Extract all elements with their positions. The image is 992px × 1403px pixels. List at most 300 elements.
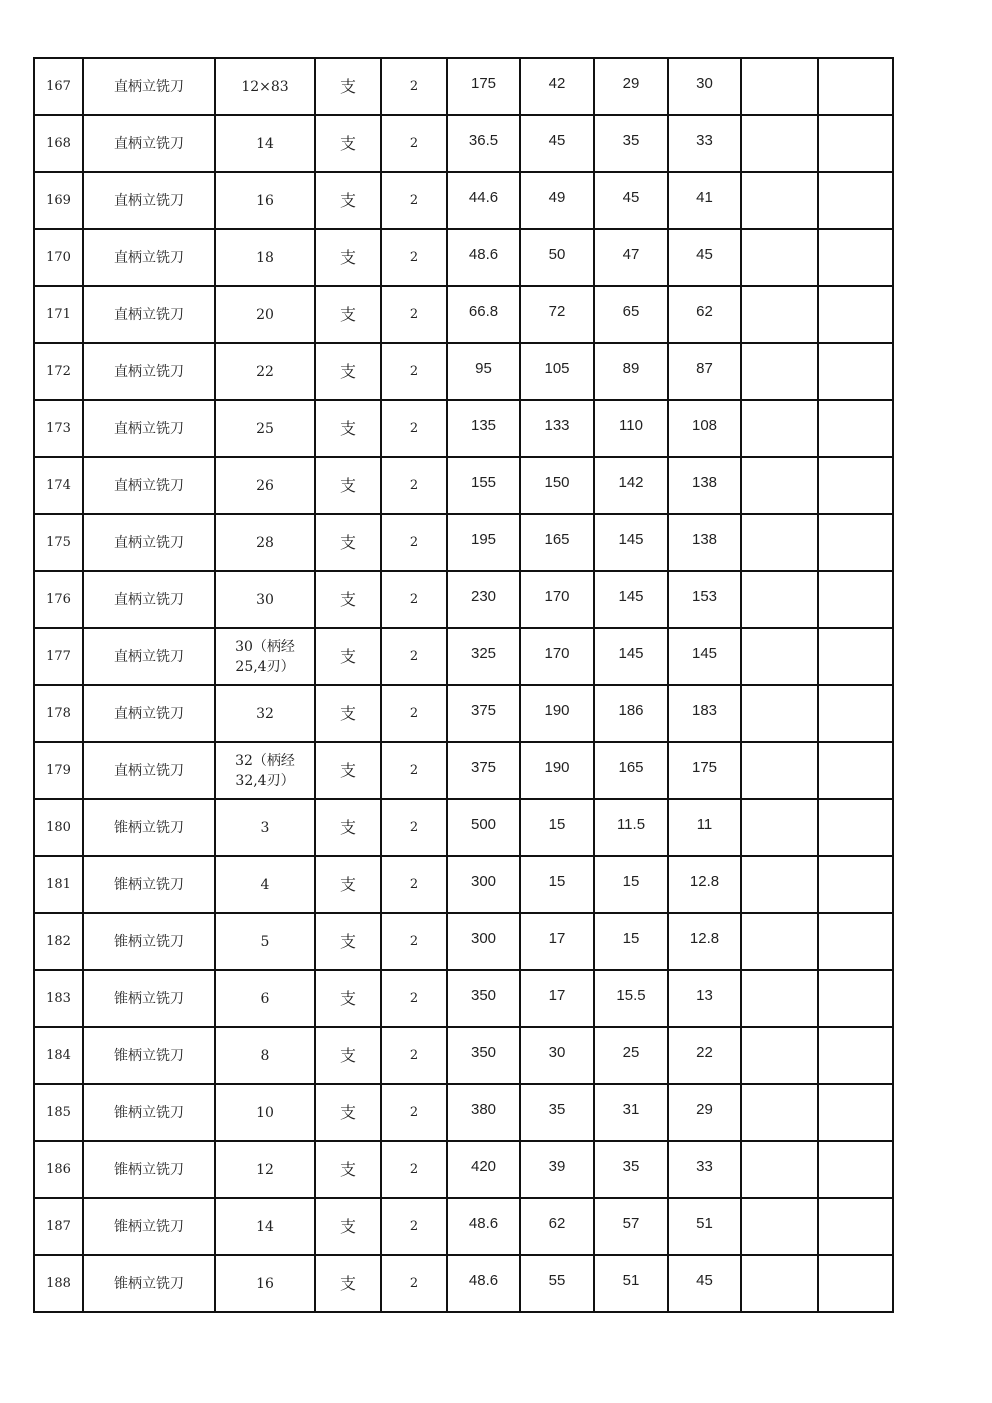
unit-cell: 支 <box>315 742 381 799</box>
price-3-cell <box>594 58 668 115</box>
price-2-value: 30 <box>548 1043 566 1061</box>
blank-cell-1 <box>741 343 818 400</box>
price-2-cell <box>520 1084 594 1141</box>
table-row <box>34 1084 893 1141</box>
price-1-value: 325 <box>470 644 497 662</box>
unit-cell: 支 <box>315 1027 381 1084</box>
row-number-cell: 171 <box>34 286 83 343</box>
price-2-value: 15 <box>548 872 566 890</box>
price-3-value: 35 <box>622 1157 640 1175</box>
price-3-value: 145 <box>618 530 644 548</box>
price-2-value: 150 <box>544 473 570 491</box>
price-1-cell <box>447 628 520 685</box>
price-1-value: 66.8 <box>468 302 499 320</box>
blank-cell-2 <box>818 286 893 343</box>
row-number-cell: 180 <box>34 799 83 856</box>
specification-cell: 14 <box>215 1198 315 1255</box>
product-name-cell: 直柄立铣刀 <box>83 685 215 742</box>
price-4-value: 87 <box>696 359 713 377</box>
unit-cell: 支 <box>315 115 381 172</box>
price-3-cell <box>594 343 668 400</box>
price-4-value: 183 <box>691 701 718 719</box>
price-1-cell <box>447 58 520 115</box>
blank-cell-2 <box>818 1141 893 1198</box>
unit-cell: 支 <box>315 1198 381 1255</box>
blank-cell-1 <box>741 1027 818 1084</box>
specification-cell: 25 <box>215 400 315 457</box>
specification-cell: 5 <box>215 913 315 970</box>
price-4-cell <box>668 799 741 856</box>
unit-cell: 支 <box>315 58 381 115</box>
blank-cell-1 <box>741 742 818 799</box>
price-4-value: 62 <box>696 302 713 320</box>
product-name-cell: 锥柄立铣刀 <box>83 913 215 970</box>
price-1-value: 375 <box>470 701 497 719</box>
quantity-cell: 2 <box>381 1198 447 1255</box>
price-2-value: 17 <box>548 929 566 947</box>
unit-cell: 支 <box>315 1141 381 1198</box>
price-2-value: 165 <box>544 530 570 548</box>
row-number-cell: 182 <box>34 913 83 970</box>
price-1-cell <box>447 343 520 400</box>
product-name-cell: 直柄立铣刀 <box>83 115 215 172</box>
price-2-value: 42 <box>548 74 566 92</box>
price-1-value: 230 <box>470 587 497 605</box>
unit-cell: 支 <box>315 913 381 970</box>
price-1-value: 95 <box>475 359 492 377</box>
table-row <box>34 1255 893 1312</box>
table-row <box>34 1027 893 1084</box>
blank-cell-2 <box>818 913 893 970</box>
quantity-cell: 2 <box>381 685 447 742</box>
quantity-cell: 2 <box>381 514 447 571</box>
quantity-cell: 2 <box>381 115 447 172</box>
blank-cell-2 <box>818 799 893 856</box>
blank-cell-2 <box>818 742 893 799</box>
unit-cell: 支 <box>315 799 381 856</box>
table-row <box>34 514 893 571</box>
quantity-cell: 2 <box>381 1084 447 1141</box>
price-4-value: 145 <box>691 644 718 662</box>
price-2-value: 62 <box>548 1214 566 1232</box>
product-name-cell: 直柄立铣刀 <box>83 58 215 115</box>
price-1-cell <box>447 970 520 1027</box>
blank-cell-2 <box>818 58 893 115</box>
specification-cell: 18 <box>215 229 315 286</box>
price-1-cell <box>447 1027 520 1084</box>
quantity-cell: 2 <box>381 571 447 628</box>
price-2-cell <box>520 514 594 571</box>
quantity-cell: 2 <box>381 58 447 115</box>
specification-cell: 16 <box>215 172 315 229</box>
product-name-cell: 直柄立铣刀 <box>83 571 215 628</box>
specification-cell: 26 <box>215 457 315 514</box>
price-4-cell <box>668 172 741 229</box>
price-4-value: 33 <box>696 1157 713 1175</box>
price-4-cell <box>668 286 741 343</box>
price-2-value: 170 <box>544 644 570 662</box>
price-4-cell <box>668 1141 741 1198</box>
product-name-cell: 直柄立铣刀 <box>83 457 215 514</box>
price-1-value: 48.6 <box>468 1214 499 1232</box>
price-3-value: 165 <box>618 758 644 776</box>
quantity-cell: 2 <box>381 400 447 457</box>
row-number-cell: 186 <box>34 1141 83 1198</box>
blank-cell-1 <box>741 115 818 172</box>
blank-cell-1 <box>741 970 818 1027</box>
price-1-cell <box>447 457 520 514</box>
product-name-cell: 直柄立铣刀 <box>83 172 215 229</box>
row-number-cell: 172 <box>34 343 83 400</box>
price-1-value: 300 <box>470 929 497 947</box>
price-2-value: 49 <box>548 188 566 206</box>
price-1-value: 375 <box>470 758 497 776</box>
price-3-value: 15.5 <box>616 986 646 1004</box>
table-row <box>34 628 893 685</box>
quantity-cell: 2 <box>381 628 447 685</box>
price-1-cell <box>447 1084 520 1141</box>
specification-cell: 16 <box>215 1255 315 1312</box>
price-4-cell <box>668 514 741 571</box>
specification-cell: 22 <box>215 343 315 400</box>
blank-cell-1 <box>741 58 818 115</box>
specification-cell: 6 <box>215 970 315 1027</box>
quantity-cell: 2 <box>381 742 447 799</box>
price-2-value: 17 <box>548 986 566 1004</box>
unit-cell: 支 <box>315 343 381 400</box>
unit-cell: 支 <box>315 229 381 286</box>
price-3-value: 11.5 <box>616 815 646 833</box>
blank-cell-2 <box>818 856 893 913</box>
price-4-cell <box>668 970 741 1027</box>
unit-cell: 支 <box>315 457 381 514</box>
price-1-cell <box>447 685 520 742</box>
specification-cell: 20 <box>215 286 315 343</box>
blank-cell-1 <box>741 628 818 685</box>
price-2-cell <box>520 1027 594 1084</box>
price-3-value: 29 <box>622 74 640 92</box>
product-name-cell: 直柄立铣刀 <box>83 400 215 457</box>
product-name-cell: 直柄立铣刀 <box>83 514 215 571</box>
product-name-cell: 直柄立铣刀 <box>83 628 215 685</box>
product-name-cell: 锥柄立铣刀 <box>83 856 215 913</box>
price-1-cell <box>447 913 520 970</box>
price-2-value: 133 <box>544 416 570 434</box>
blank-cell-1 <box>741 286 818 343</box>
row-number-cell: 173 <box>34 400 83 457</box>
blank-cell-2 <box>818 115 893 172</box>
price-3-value: 15 <box>622 872 640 890</box>
row-number-cell: 179 <box>34 742 83 799</box>
row-number-cell: 170 <box>34 229 83 286</box>
price-table <box>33 57 894 1313</box>
table-row <box>34 115 893 172</box>
price-4-cell <box>668 229 741 286</box>
price-1-value: 36.5 <box>468 131 499 149</box>
price-2-value: 39 <box>548 1157 566 1175</box>
specification-cell: 4 <box>215 856 315 913</box>
price-2-cell <box>520 970 594 1027</box>
price-2-cell <box>520 457 594 514</box>
table-row <box>34 343 893 400</box>
price-3-cell <box>594 685 668 742</box>
table-row <box>34 457 893 514</box>
price-3-cell <box>594 1198 668 1255</box>
price-4-value: 175 <box>691 758 718 776</box>
specification-cell: 32 <box>215 685 315 742</box>
row-number-cell: 169 <box>34 172 83 229</box>
price-4-cell <box>668 685 741 742</box>
quantity-cell: 2 <box>381 229 447 286</box>
price-4-cell <box>668 343 741 400</box>
price-4-value: 138 <box>691 530 718 548</box>
price-4-value: 45 <box>696 245 713 263</box>
price-1-cell <box>447 1141 520 1198</box>
unit-cell: 支 <box>315 1255 381 1312</box>
price-3-cell <box>594 400 668 457</box>
unit-cell: 支 <box>315 628 381 685</box>
quantity-cell: 2 <box>381 343 447 400</box>
price-2-cell <box>520 628 594 685</box>
price-2-value: 55 <box>548 1271 566 1289</box>
price-4-cell <box>668 628 741 685</box>
table-row <box>34 1141 893 1198</box>
price-2-cell <box>520 286 594 343</box>
blank-cell-2 <box>818 172 893 229</box>
quantity-cell: 2 <box>381 457 447 514</box>
price-3-value: 47 <box>622 245 640 263</box>
price-3-value: 145 <box>618 644 644 662</box>
price-4-cell <box>668 913 741 970</box>
price-4-value: 51 <box>696 1214 713 1232</box>
price-2-cell <box>520 799 594 856</box>
price-1-value: 135 <box>470 416 497 434</box>
price-2-cell <box>520 115 594 172</box>
row-number-cell: 188 <box>34 1255 83 1312</box>
unit-cell: 支 <box>315 172 381 229</box>
price-1-cell <box>447 286 520 343</box>
price-1-cell <box>447 172 520 229</box>
table-row <box>34 856 893 913</box>
price-3-cell <box>594 970 668 1027</box>
table-body <box>34 58 893 1312</box>
quantity-cell: 2 <box>381 913 447 970</box>
row-number-cell: 168 <box>34 115 83 172</box>
row-number-cell: 181 <box>34 856 83 913</box>
price-4-value: 13 <box>696 986 713 1004</box>
table-row <box>34 172 893 229</box>
row-number-cell: 176 <box>34 571 83 628</box>
table-row <box>34 58 893 115</box>
price-3-cell <box>594 571 668 628</box>
unit-cell: 支 <box>315 856 381 913</box>
price-3-value: 89 <box>622 359 640 377</box>
price-4-value: 29 <box>696 1100 713 1118</box>
product-name-cell: 锥柄立铣刀 <box>83 1198 215 1255</box>
table-row <box>34 286 893 343</box>
blank-cell-2 <box>818 571 893 628</box>
row-number-cell: 178 <box>34 685 83 742</box>
price-3-cell <box>594 742 668 799</box>
price-4-cell <box>668 742 741 799</box>
quantity-cell: 2 <box>381 1255 447 1312</box>
price-2-value: 50 <box>548 245 566 263</box>
row-number-cell: 167 <box>34 58 83 115</box>
price-3-value: 15 <box>622 929 640 947</box>
table-row <box>34 1198 893 1255</box>
blank-cell-2 <box>818 1255 893 1312</box>
price-4-cell <box>668 1027 741 1084</box>
table-row <box>34 742 893 799</box>
price-3-cell <box>594 1084 668 1141</box>
blank-cell-1 <box>741 856 818 913</box>
price-4-value: 45 <box>696 1271 713 1289</box>
price-2-value: 35 <box>548 1100 566 1118</box>
unit-cell: 支 <box>315 685 381 742</box>
blank-cell-1 <box>741 400 818 457</box>
blank-cell-1 <box>741 913 818 970</box>
price-2-value: 105 <box>544 359 570 377</box>
row-number-cell: 183 <box>34 970 83 1027</box>
price-4-value: 22 <box>696 1043 713 1061</box>
price-3-cell <box>594 172 668 229</box>
blank-cell-2 <box>818 343 893 400</box>
specification-cell: 10 <box>215 1084 315 1141</box>
price-3-value: 142 <box>618 473 644 491</box>
product-name-cell: 锥柄立铣刀 <box>83 1255 215 1312</box>
product-name-cell: 直柄立铣刀 <box>83 229 215 286</box>
price-3-value: 65 <box>622 302 640 320</box>
blank-cell-2 <box>818 628 893 685</box>
price-4-cell <box>668 571 741 628</box>
price-1-cell <box>447 514 520 571</box>
table-row <box>34 400 893 457</box>
price-1-value: 155 <box>470 473 497 491</box>
price-3-cell <box>594 286 668 343</box>
product-name-cell: 直柄立铣刀 <box>83 343 215 400</box>
price-1-cell <box>447 1255 520 1312</box>
quantity-cell: 2 <box>381 970 447 1027</box>
quantity-cell: 2 <box>381 799 447 856</box>
price-3-value: 31 <box>622 1100 640 1118</box>
price-1-cell <box>447 115 520 172</box>
price-2-cell <box>520 400 594 457</box>
blank-cell-1 <box>741 571 818 628</box>
price-1-cell <box>447 799 520 856</box>
price-2-cell <box>520 685 594 742</box>
product-name-cell: 锥柄立铣刀 <box>83 799 215 856</box>
blank-cell-1 <box>741 457 818 514</box>
price-1-value: 175 <box>470 74 497 92</box>
price-2-value: 15 <box>548 815 566 833</box>
blank-cell-1 <box>741 799 818 856</box>
price-4-cell <box>668 457 741 514</box>
price-2-value: 45 <box>548 131 566 149</box>
price-2-cell <box>520 1198 594 1255</box>
price-4-cell <box>668 58 741 115</box>
product-name-cell: 直柄立铣刀 <box>83 742 215 799</box>
price-1-value: 195 <box>470 530 497 548</box>
specification-cell: 28 <box>215 514 315 571</box>
price-1-value: 48.6 <box>468 1271 499 1289</box>
price-3-cell <box>594 457 668 514</box>
blank-cell-1 <box>741 1084 818 1141</box>
blank-cell-1 <box>741 1141 818 1198</box>
table-row <box>34 229 893 286</box>
price-2-cell <box>520 913 594 970</box>
price-2-cell <box>520 1141 594 1198</box>
price-3-cell <box>594 628 668 685</box>
price-3-cell <box>594 856 668 913</box>
blank-cell-2 <box>818 1027 893 1084</box>
price-3-cell <box>594 799 668 856</box>
price-4-cell <box>668 115 741 172</box>
blank-cell-2 <box>818 457 893 514</box>
price-1-cell <box>447 571 520 628</box>
price-1-cell <box>447 742 520 799</box>
blank-cell-2 <box>818 514 893 571</box>
price-4-value: 41 <box>696 188 713 206</box>
table-row <box>34 799 893 856</box>
price-1-value: 350 <box>470 1043 497 1061</box>
price-3-value: 45 <box>622 188 640 206</box>
price-4-value: 11 <box>696 815 713 833</box>
specification-cell: 12 <box>215 1141 315 1198</box>
specification-cell: 14 <box>215 115 315 172</box>
price-2-value: 190 <box>544 701 570 719</box>
unit-cell: 支 <box>315 1084 381 1141</box>
price-2-cell <box>520 571 594 628</box>
blank-cell-2 <box>818 970 893 1027</box>
blank-cell-1 <box>741 514 818 571</box>
price-1-cell <box>447 1198 520 1255</box>
table-row <box>34 571 893 628</box>
specification-cell: 3 <box>215 799 315 856</box>
unit-cell: 支 <box>315 286 381 343</box>
blank-cell-1 <box>741 1255 818 1312</box>
blank-cell-1 <box>741 229 818 286</box>
specification-cell: 8 <box>215 1027 315 1084</box>
blank-cell-2 <box>818 685 893 742</box>
price-1-value: 44.6 <box>468 188 499 206</box>
price-3-cell <box>594 1027 668 1084</box>
product-name-cell: 锥柄立铣刀 <box>83 970 215 1027</box>
unit-cell: 支 <box>315 571 381 628</box>
blank-cell-2 <box>818 1084 893 1141</box>
price-3-value: 25 <box>622 1043 640 1061</box>
price-2-cell <box>520 58 594 115</box>
price-1-value: 420 <box>470 1157 497 1175</box>
specification-cell: 30（柄经 25,4刃） <box>215 628 315 685</box>
row-number-cell: 174 <box>34 457 83 514</box>
price-2-cell <box>520 172 594 229</box>
price-1-cell <box>447 856 520 913</box>
price-3-value: 57 <box>622 1214 640 1232</box>
price-3-value: 145 <box>618 587 644 605</box>
specification-cell: 32（柄经 32,4刃） <box>215 742 315 799</box>
blank-cell-2 <box>818 400 893 457</box>
table-row <box>34 685 893 742</box>
price-4-value: 138 <box>691 473 718 491</box>
product-name-cell: 锥柄立铣刀 <box>83 1084 215 1141</box>
blank-cell-1 <box>741 1198 818 1255</box>
price-1-cell <box>447 400 520 457</box>
unit-cell: 支 <box>315 514 381 571</box>
price-4-value: 153 <box>691 587 718 605</box>
row-number-cell: 187 <box>34 1198 83 1255</box>
blank-cell-1 <box>741 685 818 742</box>
price-4-cell <box>668 856 741 913</box>
